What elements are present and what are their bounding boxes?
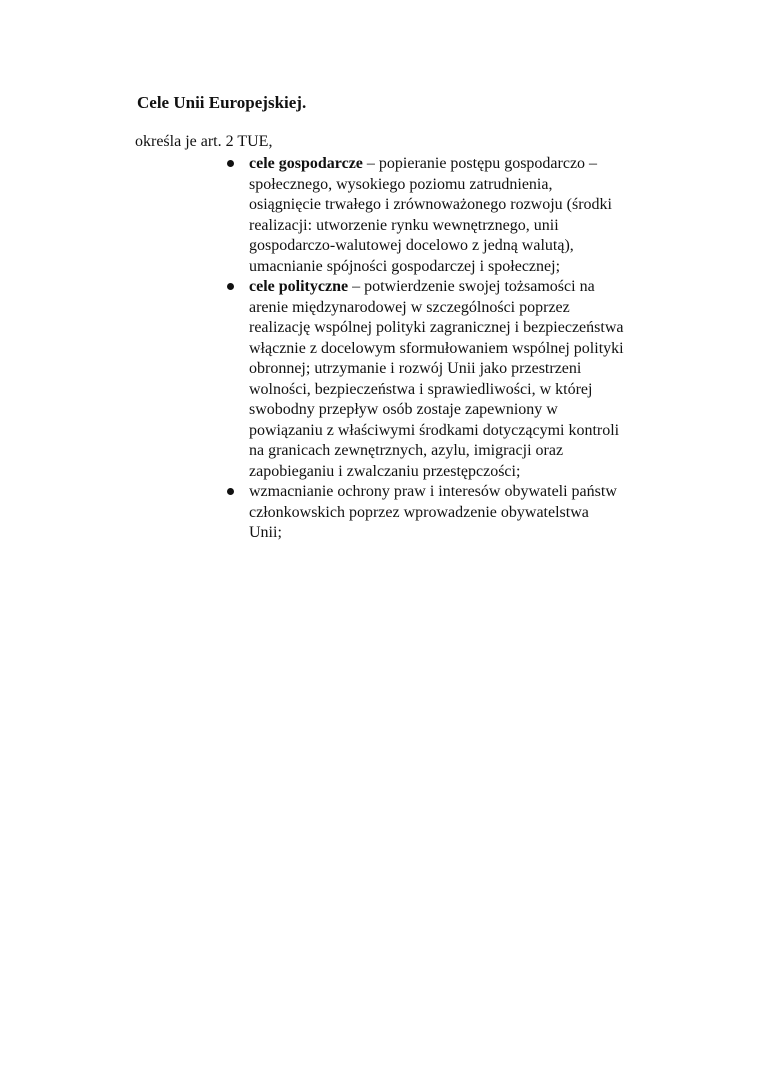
bullet-icon [227, 488, 234, 495]
item-line: wolności, bezpieczeństwa i sprawiedliwości, w której [249, 380, 593, 398]
item-line: umacnianie spójności gospodarczej i społecznej; [249, 257, 561, 275]
item-line-text: – popieranie postępu gospodarczo – [362, 155, 598, 172]
item-line: realizacji: utworzenie rynku wewnętrznego, unii [249, 216, 559, 234]
item-heading: cele gospodarcze [249, 155, 363, 172]
item-line: społecznego, wysokiego poziomu zatrudnienia, [249, 175, 553, 193]
list-item [0, 154, 679, 277]
item-line [249, 154, 679, 175]
item-line: gospodarczo-walutowej docelowo z jedną walutą), [249, 237, 574, 254]
item-line: arenie międzynarodowej w szczególności poprzez [249, 298, 570, 316]
list-item [0, 277, 679, 482]
bullet-icon [227, 283, 234, 290]
item-line: wzmacnianie ochrony praw i interesów obywateli państw [249, 483, 617, 500]
item-line: powiązaniu z właściwymi środkami dotyczącymi kontroli [249, 421, 620, 439]
bullet-icon [227, 160, 234, 167]
item-line: Unii; [249, 524, 282, 541]
item-line [249, 277, 679, 298]
document-title: Cele Unii Europejskiej. [137, 93, 307, 112]
item-line-text: – potwierdzenie swojej tożsamości na [348, 278, 595, 295]
item-line: osiągnięcie trwałego i zrównoważonego rozwoju (środki [249, 196, 612, 213]
item-line: członkowskich poprzez wprowadzenie obywatelstwa [249, 503, 589, 521]
item-heading: cele polityczne [249, 278, 349, 295]
item-line: swobodny przepływ osób zostaje zapewniony w [249, 401, 558, 418]
item-line: realizację wspólnej polityki zagranicznej i bezpieczeństwa [249, 319, 624, 336]
intro-text: określa je art. 2 TUE, [135, 133, 273, 150]
item-line: włącznie z docelowym sformułowaniem wspólnej polityki [249, 339, 624, 357]
list-item [0, 482, 679, 544]
goals-list [0, 154, 760, 544]
item-line: zapobieganiu i zwalczaniu przestępczości; [249, 462, 521, 480]
item-line: obronnej; utrzymanie i rozwój Unii jako przestrzeni [249, 360, 582, 377]
item-line: na granicach zewnętrznych, azylu, imigracji oraz [249, 442, 564, 459]
